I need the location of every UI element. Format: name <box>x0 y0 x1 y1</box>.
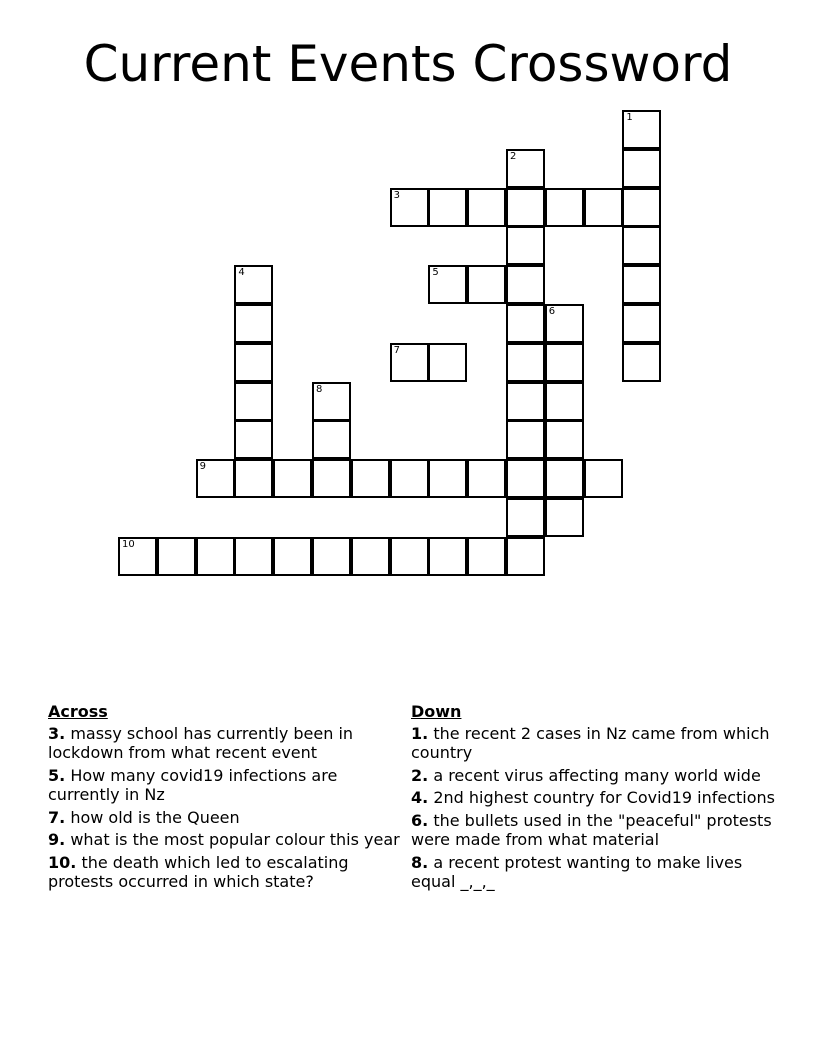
down-clues <box>411 702 781 895</box>
grid-cell[interactable] <box>545 420 584 459</box>
grid-cell[interactable] <box>506 343 545 382</box>
clue-down-1 <box>411 724 781 763</box>
grid-cell[interactable] <box>157 537 196 576</box>
grid-cell[interactable] <box>390 188 429 227</box>
grid-cell[interactable] <box>234 537 273 576</box>
grid-cell[interactable] <box>312 420 351 459</box>
grid-cell[interactable] <box>467 537 506 576</box>
grid-cell[interactable] <box>196 537 235 576</box>
grid-cell[interactable] <box>312 537 351 576</box>
clue-across-3 <box>48 724 408 763</box>
grid-cell[interactable] <box>622 188 661 227</box>
clue-text: 2nd highest country for Covid19 infections <box>433 788 775 807</box>
grid-cell[interactable] <box>234 459 273 498</box>
clue-number-label: 6 <box>548 306 556 317</box>
clue-text: what is the most popular colour this year <box>70 830 400 849</box>
grid-cell[interactable] <box>428 343 467 382</box>
clue-text: a recent virus affecting many world wide <box>433 765 761 785</box>
grid-cell[interactable] <box>506 537 545 576</box>
grid-cell[interactable] <box>196 459 235 498</box>
across-heading: Across <box>48 702 108 721</box>
grid-cell[interactable] <box>390 343 429 382</box>
grid-cell[interactable] <box>545 343 584 382</box>
grid-cell[interactable] <box>234 382 273 421</box>
grid-cell[interactable] <box>351 537 390 576</box>
grid-cell[interactable] <box>428 459 467 498</box>
grid-cell[interactable] <box>428 537 467 576</box>
grid-cell[interactable] <box>506 226 545 265</box>
clue-number-label: 8 <box>316 383 323 395</box>
grid-cell[interactable] <box>390 537 429 576</box>
across-clues <box>48 702 408 895</box>
grid-cell[interactable] <box>584 459 623 498</box>
clue-number: 2. <box>411 765 429 785</box>
grid-cell[interactable] <box>622 343 661 382</box>
clue-down-2 <box>411 766 781 786</box>
grid-cell[interactable] <box>545 498 584 537</box>
clue-number: 6. <box>411 810 429 830</box>
grid-cell[interactable] <box>622 149 661 188</box>
grid-cell[interactable] <box>506 188 545 227</box>
clue-text: the recent 2 cases in Nz came from which country <box>411 723 770 762</box>
clue-text: the bullets used in the "peaceful" protests were made from what material <box>411 810 772 849</box>
clue-number-label: 7 <box>393 344 400 356</box>
grid-cell[interactable] <box>506 420 545 459</box>
grid-cell[interactable] <box>234 265 273 304</box>
grid-cell[interactable] <box>467 265 506 304</box>
page-title: Current Events Crossword <box>83 35 733 93</box>
clue-number: 5. <box>48 765 66 785</box>
clue-number: 1. <box>411 723 429 743</box>
clue-text: How many covid19 infections are currently in Nz <box>48 765 338 804</box>
grid-cell[interactable] <box>273 459 312 498</box>
grid-cell[interactable] <box>273 537 312 576</box>
clue-number-label: 5 <box>432 267 439 279</box>
down-heading: Down <box>411 702 462 721</box>
clue-number-label: 4 <box>238 267 245 279</box>
grid-cell[interactable] <box>622 304 661 343</box>
grid-cell[interactable] <box>118 537 157 576</box>
clue-number: 8. <box>411 852 429 872</box>
grid-cell[interactable] <box>506 149 545 188</box>
clue-down-6 <box>411 811 781 850</box>
grid-cell[interactable] <box>622 226 661 265</box>
grid-cell[interactable] <box>506 304 545 343</box>
clue-text: a recent protest wanting to make lives equal _,_,_ <box>411 852 743 891</box>
grid-cell[interactable] <box>351 459 390 498</box>
clue-number-label: 9 <box>199 461 206 473</box>
clue-text: the death which led to escalating protests occurred in which state? <box>48 852 349 891</box>
grid-cell[interactable] <box>545 188 584 227</box>
grid-cell[interactable] <box>234 343 273 382</box>
grid-cell[interactable] <box>506 498 545 537</box>
grid-cell[interactable] <box>312 459 351 498</box>
grid-cell[interactable] <box>312 382 351 421</box>
clue-number-label: 1 <box>626 112 633 123</box>
grid-cell[interactable] <box>234 420 273 459</box>
clue-across-5 <box>48 766 408 805</box>
grid-cell[interactable] <box>506 459 545 498</box>
clue-number: 7. <box>48 807 66 827</box>
grid-cell[interactable] <box>545 304 584 343</box>
grid-cell[interactable] <box>545 382 584 421</box>
grid-cell[interactable] <box>584 188 623 227</box>
clue-across-9 <box>48 830 408 850</box>
clue-number-label: 2 <box>510 150 517 162</box>
grid-cell[interactable] <box>506 265 545 304</box>
grid-cell[interactable] <box>234 304 273 343</box>
clue-down-8 <box>411 853 781 892</box>
clue-text: massy school has currently been in lockdown from what recent event <box>48 723 354 762</box>
grid-cell[interactable] <box>428 265 467 304</box>
grid-cell[interactable] <box>506 382 545 421</box>
clue-number: 4. <box>411 788 429 807</box>
clue-text: how old is the Queen <box>70 807 240 827</box>
grid-cell[interactable] <box>467 459 506 498</box>
clue-across-7 <box>48 808 408 828</box>
grid-cell[interactable] <box>428 188 467 227</box>
clue-across-10 <box>48 853 408 892</box>
clue-number: 3. <box>48 723 66 743</box>
clue-number: 9. <box>48 830 66 849</box>
clue-down-4 <box>411 788 781 808</box>
grid-cell[interactable] <box>622 110 661 149</box>
grid-cell[interactable] <box>467 188 506 227</box>
grid-cell[interactable] <box>622 265 661 304</box>
clue-number: 10. <box>48 852 77 872</box>
grid-cell[interactable] <box>545 459 584 498</box>
clue-number-label: 3 <box>393 189 400 201</box>
grid-cell[interactable] <box>390 459 429 498</box>
clue-number-label: 10 <box>122 538 135 550</box>
